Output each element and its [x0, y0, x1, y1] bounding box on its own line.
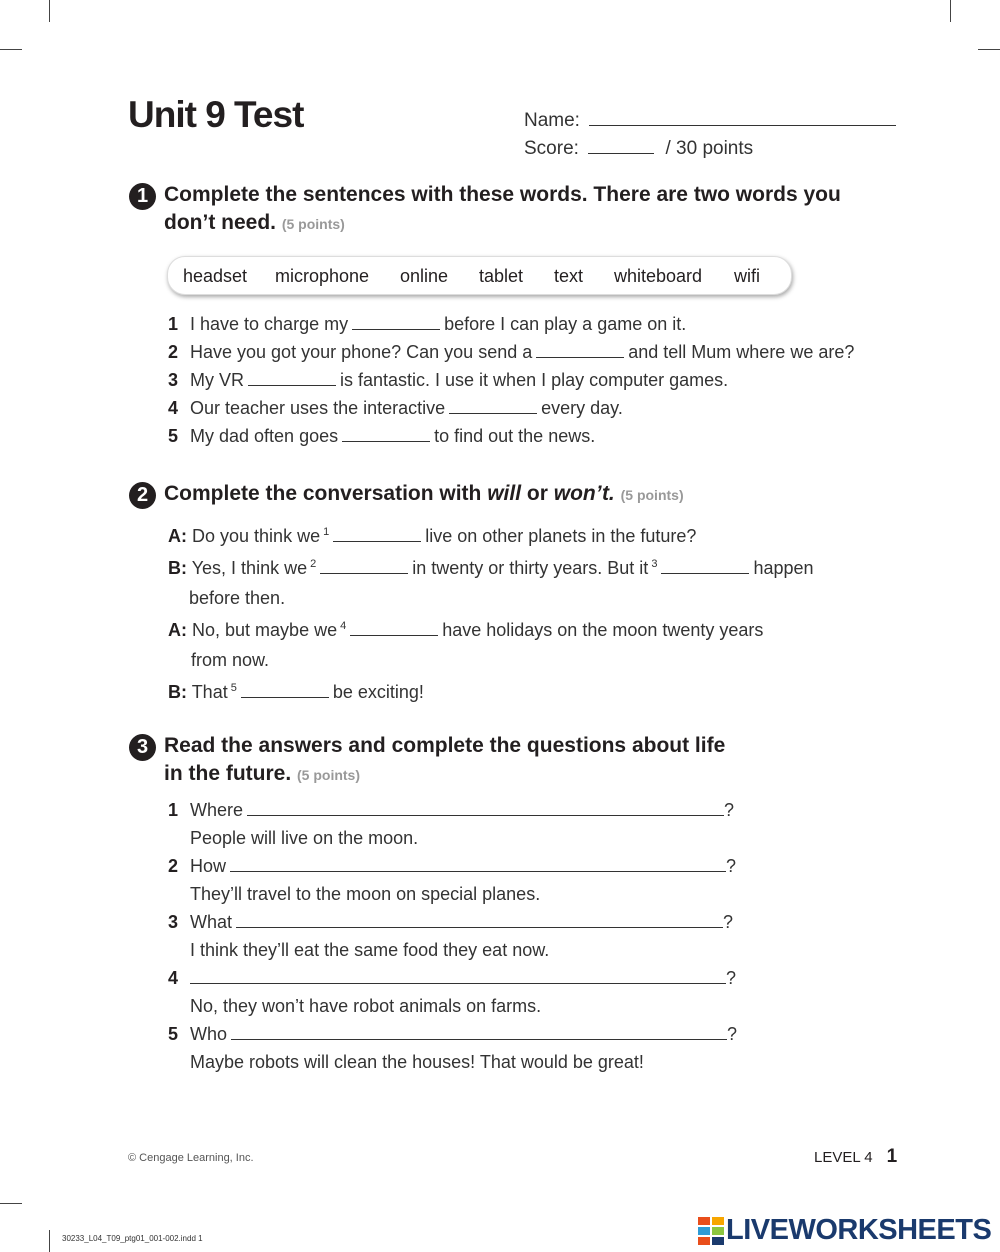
- dialogue-text: happen: [753, 558, 814, 578]
- item-number: 1: [168, 800, 179, 820]
- word-bank-word: online: [400, 266, 449, 286]
- dialogue-text: Do you think we: [192, 526, 321, 546]
- dialogue-text: be exciting!: [332, 682, 424, 702]
- word-bank-word: wifi: [734, 266, 760, 286]
- question-item: [168, 800, 734, 821]
- sentence-item: [168, 370, 728, 391]
- question-blank[interactable]: [230, 857, 726, 872]
- file-slug: 30233_L04_T09_ptg01_001-002.indd 1: [62, 1234, 203, 1243]
- item-number: 5: [168, 1024, 179, 1044]
- answer-blank[interactable]: [352, 315, 440, 330]
- crop-mark: [49, 1230, 50, 1252]
- word-bank: [167, 256, 792, 295]
- heading-line: Complete the sentences with these words. There are two words you: [164, 183, 841, 206]
- answer-blank[interactable]: [241, 683, 329, 698]
- points-label: (5 points): [297, 767, 361, 783]
- dialogue-line: [168, 526, 696, 547]
- blank-number: 1: [323, 526, 330, 538]
- item-number: 2: [168, 856, 179, 876]
- heading-line: don’t need.: [164, 211, 276, 234]
- answer-text: No, they won’t have robot animals on farms.: [190, 996, 542, 1016]
- item-number: 4: [168, 398, 179, 418]
- sentence-item: [168, 426, 595, 447]
- word-bank-word: tablet: [479, 266, 524, 286]
- sentence-text: every day.: [541, 398, 623, 418]
- answer-blank[interactable]: [248, 371, 336, 386]
- crop-mark: [0, 49, 22, 50]
- level-label: LEVEL 4: [814, 1149, 873, 1166]
- answer-text: Maybe robots will clean the houses! That would be great!: [190, 1052, 644, 1072]
- dialogue-text: have holidays on the moon twenty years: [442, 620, 764, 640]
- name-field[interactable]: [589, 124, 896, 126]
- question-blank[interactable]: [190, 969, 726, 984]
- blank-number: 5: [230, 682, 237, 694]
- question-word: What: [190, 912, 233, 932]
- item-number: 4: [168, 968, 179, 988]
- question-mark: ?: [724, 800, 735, 820]
- heading-line: Read the answers and complete the questions about life: [164, 734, 726, 757]
- score-field[interactable]: [588, 152, 654, 154]
- sentence-text: Our teacher uses the interactive: [190, 398, 446, 418]
- question-item: [168, 912, 733, 933]
- liveworksheets-logo: [698, 1214, 992, 1250]
- dialogue-text: That: [191, 682, 228, 702]
- speaker-label: B:: [168, 682, 187, 702]
- liveworksheets-icon: [698, 1217, 724, 1245]
- heading-italic: won’t.: [553, 482, 615, 505]
- item-number: 1: [168, 314, 179, 334]
- blank-number: 2: [310, 558, 317, 570]
- heading-italic: will: [487, 482, 522, 505]
- sentence-text: My dad often goes: [190, 426, 339, 446]
- score-label: Score:: [524, 138, 579, 159]
- word-bank-word: microphone: [275, 266, 370, 286]
- heading-line: in the future.: [164, 762, 292, 785]
- answer-blank[interactable]: [449, 399, 537, 414]
- page-title: Unit 9 Test: [128, 94, 304, 135]
- question-blank[interactable]: [231, 1025, 727, 1040]
- points-label: (5 points): [620, 487, 684, 503]
- section-heading: [164, 480, 684, 509]
- page-footer: [814, 1146, 897, 1168]
- sentence-text: before I can play a game on it.: [444, 314, 687, 334]
- answer-text: People will live on the moon.: [190, 828, 419, 848]
- heading-line-2: [164, 760, 725, 789]
- score-row: [524, 138, 753, 160]
- question-blank[interactable]: [236, 913, 723, 928]
- item-number: 5: [168, 426, 179, 446]
- question-blank[interactable]: [247, 801, 724, 816]
- section-heading: [164, 732, 725, 789]
- copyright: © Cengage Learning, Inc.: [128, 1152, 254, 1164]
- dialogue-text: Yes, I think we: [191, 558, 308, 578]
- question-mark: ?: [726, 968, 737, 988]
- blank-number: 3: [651, 558, 658, 570]
- crop-mark: [978, 49, 1000, 50]
- name-row: [524, 110, 896, 132]
- name-label: Name:: [524, 110, 580, 131]
- answer-blank[interactable]: [342, 427, 430, 442]
- section-heading: [164, 181, 841, 238]
- item-number: 2: [168, 342, 179, 362]
- question-mark: ?: [726, 856, 737, 876]
- sentence-item: [168, 314, 686, 335]
- blank-number: 4: [340, 620, 347, 632]
- sentence-item: [168, 342, 854, 363]
- item-number: 3: [168, 912, 179, 932]
- item-number: 3: [168, 370, 179, 390]
- section-number: 1: [129, 183, 156, 210]
- page-number: 1: [886, 1146, 898, 1167]
- answer-blank[interactable]: [333, 527, 421, 542]
- sentence-text: My VR: [190, 370, 244, 390]
- dialogue-line: [168, 558, 814, 579]
- question-word: How: [190, 856, 227, 876]
- speaker-label: B:: [168, 558, 187, 578]
- question-item: [168, 856, 736, 877]
- answer-text: They’ll travel to the moon on special planes.: [190, 884, 541, 904]
- word-bank-word: whiteboard: [614, 266, 703, 286]
- answer-blank[interactable]: [350, 621, 438, 636]
- question-item: [168, 1024, 737, 1045]
- word-bank-word: headset: [183, 266, 248, 286]
- heading-text: or: [521, 482, 554, 505]
- dialogue-continuation: from now.: [191, 650, 270, 670]
- brand-name: LIVEWORKSHEETS: [726, 1214, 992, 1246]
- answer-blank[interactable]: [320, 559, 408, 574]
- crop-mark: [0, 1203, 22, 1204]
- question-mark: ?: [727, 1024, 738, 1044]
- sentence-text: Have you got your phone? Can you send a: [190, 342, 533, 362]
- speaker-label: A:: [168, 620, 187, 640]
- answer-blank[interactable]: [661, 559, 749, 574]
- dialogue-continuation: before then.: [189, 588, 286, 608]
- dialogue-text: live on other planets in the future?: [425, 526, 697, 546]
- question-word: Who: [190, 1024, 228, 1044]
- dialogue-line: [168, 620, 763, 641]
- heading-text: Complete the conversation with: [164, 482, 488, 505]
- sentence-text: I have to charge my: [190, 314, 349, 334]
- question-word: Where: [190, 800, 244, 820]
- speaker-label: A:: [168, 526, 187, 546]
- question-item: [168, 968, 736, 989]
- dialogue-text: No, but maybe we: [192, 620, 338, 640]
- sentence-text: and tell Mum where we are?: [628, 342, 855, 362]
- sentence-text: is fantastic. I use it when I play computer games.: [340, 370, 729, 390]
- crop-mark: [950, 0, 951, 22]
- crop-mark: [49, 0, 50, 22]
- answer-text: I think they’ll eat the same food they eat now.: [190, 940, 550, 960]
- dialogue-text: in twenty or thirty years. But it: [412, 558, 649, 578]
- heading-line-2: [164, 209, 841, 238]
- sentence-text: to find out the news.: [434, 426, 596, 446]
- word-bank-word: text: [554, 266, 584, 286]
- sentence-item: [168, 398, 623, 419]
- question-mark: ?: [723, 912, 734, 932]
- points-label: (5 points): [281, 216, 345, 232]
- section-number: 3: [129, 734, 156, 761]
- score-total: / 30 points: [665, 138, 754, 159]
- dialogue-line: [168, 682, 424, 703]
- answer-blank[interactable]: [536, 343, 624, 358]
- section-number: 2: [129, 482, 156, 509]
